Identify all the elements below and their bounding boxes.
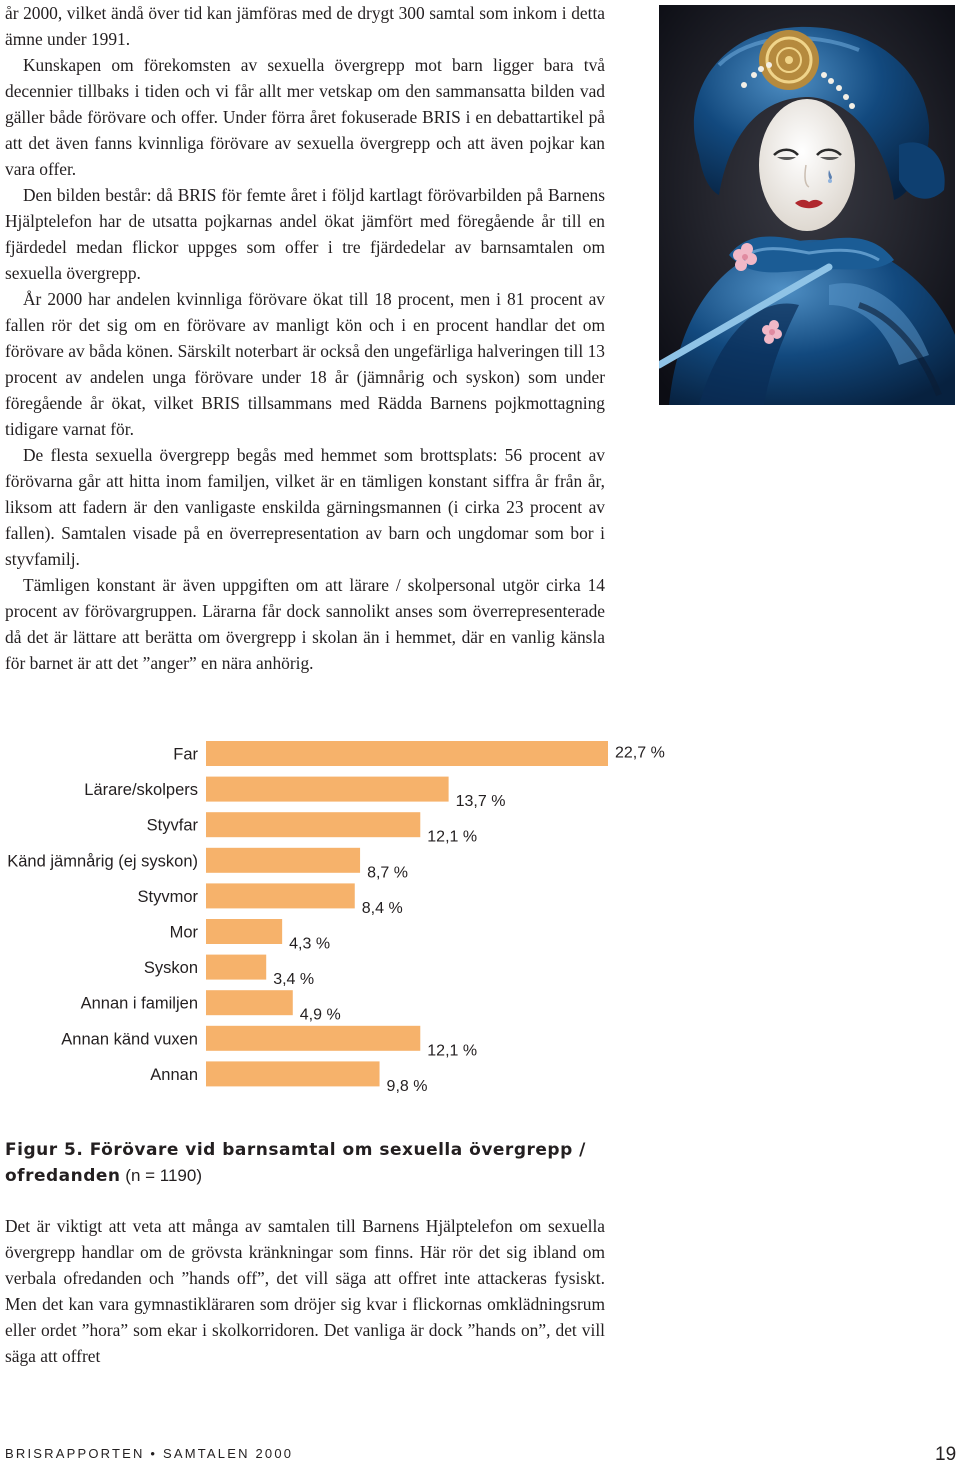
body-text-continued [5, 1213, 605, 1369]
category-label: Annan i familjen [80, 994, 198, 1013]
paragraph: År 2000 har andelen kvinnliga förövare ökat till 18 procent, men i 81 procent av fallen rör det sig om en förövare av manligt kön och i en procent handlar det om förövare av båda könen. Särskilt noterbart är också den ungefärliga halveringen till 13 procent av andelen unga förövare under 18 år (jämnårig och syskon) som under föregående år ökat, vilket BRIS tillsammans med Rädda Barnens pojkmottagning tidigare varnat för. [5, 289, 605, 439]
value-label: 8,7 % [367, 864, 408, 882]
bar [206, 990, 293, 1015]
value-label: 12,1 % [427, 828, 478, 846]
category-label: Styvmor [137, 887, 198, 906]
paragraph: Den bilden består: då BRIS för femte året i följd kartlagt förövarbilden på Barnens Hjälptelefon har de utsatta pojkarnas andel ökat jämfört med föregående år till en fjärdedel medan flickor uppges som offer i tre fjärdedelar av barnsamtalen om sexuella övergrepp. [5, 185, 605, 283]
value-label: 22,7 % [615, 744, 665, 762]
paragraph: De flesta sexuella övergrepp begås med hemmet som brottsplats: 56 procent av förövarna går att hitta inom familjen, vilket är en tämligen konstant siffra år från år, liksom att fadern är den vanligaste enskilda gärningsmannen (i cirka 23 procent av fallen). Samtalen visade på en överrepresentation av barn och ungdomar som bor i styvfamilj. [5, 445, 605, 569]
bar [206, 1061, 380, 1086]
category-label: Annan känd vuxen [61, 1030, 198, 1049]
bar [206, 955, 266, 980]
category-label: Far [173, 745, 198, 764]
bar [206, 1026, 420, 1051]
figure-caption [5, 1137, 615, 1189]
category-label: Känd jämnårig (ej syskon) [7, 852, 198, 871]
caption-n: (n = 1190) [125, 1166, 202, 1185]
value-label: 4,3 % [289, 935, 331, 953]
bar [206, 883, 355, 908]
page-number: 19 [935, 1444, 957, 1465]
bar [206, 777, 449, 802]
category-label: Styvfar [146, 816, 198, 835]
masked-doll-photo [659, 5, 955, 405]
bar [206, 848, 360, 873]
category-label: Lärare/skolpers [84, 781, 198, 800]
category-label: Syskon [143, 959, 198, 978]
paragraph: Det är viktigt att veta att många av samtalen till Barnens Hjälptelefon om sexuella övergrepp handlar om de grövsta kränkningar som finns. Här rör det sig ibland om verbala ofredanden och ”hands off”, det vill säga att offret inte attackeras fysiskt. Men det kan vara gymnastikläraren som dröjer sig kvar i flickornas omklädningsrum eller ordet ”hora” som ekar i skolkorridoren. Det vanliga är dock ”hands on”, det vill säga att offret [5, 1216, 605, 1366]
paragraph: Kunskapen om förekomsten av sexuella övergrepp mot barn ligger bara två decennier tillbaks i tiden och vi får allt mer vetskap om den sammansatta bilden vad gäller både förövare och offer. Under förra året fokuserade BRIS i en debattartikel på att det även fanns kvinnliga förövare av sexuella övergrepp och att även pojkar kan vara offer. [5, 55, 605, 179]
category-label: Annan [150, 1065, 198, 1084]
value-label: 9,8 % [386, 1077, 428, 1095]
value-label: 4,9 % [299, 1006, 341, 1024]
bar [206, 741, 608, 766]
bar [206, 812, 420, 837]
category-label: Mor [169, 923, 198, 942]
value-label: 3,4 % [273, 971, 315, 989]
bar [206, 919, 282, 944]
value-label: 8,4 % [361, 899, 403, 917]
value-label: 12,1 % [427, 1042, 478, 1060]
caption-title: Figur 5. Förövare vid barnsamtal om sexuella övergrepp / ofredanden [5, 1140, 586, 1186]
paragraph: Tämligen konstant är även uppgiften om att lärare / skolpersonal utgör cirka 14 procent av förövargruppen. Lärarna får dock sannolikt anses som överrepresenterade då det är lättare att berätta om övergrepp i skolan än i hemmet, där en vanlig känsla för barnet är att det ”anger” en nära anhörig. [5, 575, 605, 673]
paragraph: år 2000, vilket ändå över tid kan jämföras med de drygt 300 samtal som inkom i detta ämne under 1991. [5, 3, 605, 49]
value-label: 13,7 % [455, 793, 506, 811]
body-text-column [5, 0, 605, 676]
running-footer: BRISRAPPORTEN • SAMTALEN 2000 [5, 1446, 294, 1461]
horizontal-bar-chart [0, 730, 700, 1100]
